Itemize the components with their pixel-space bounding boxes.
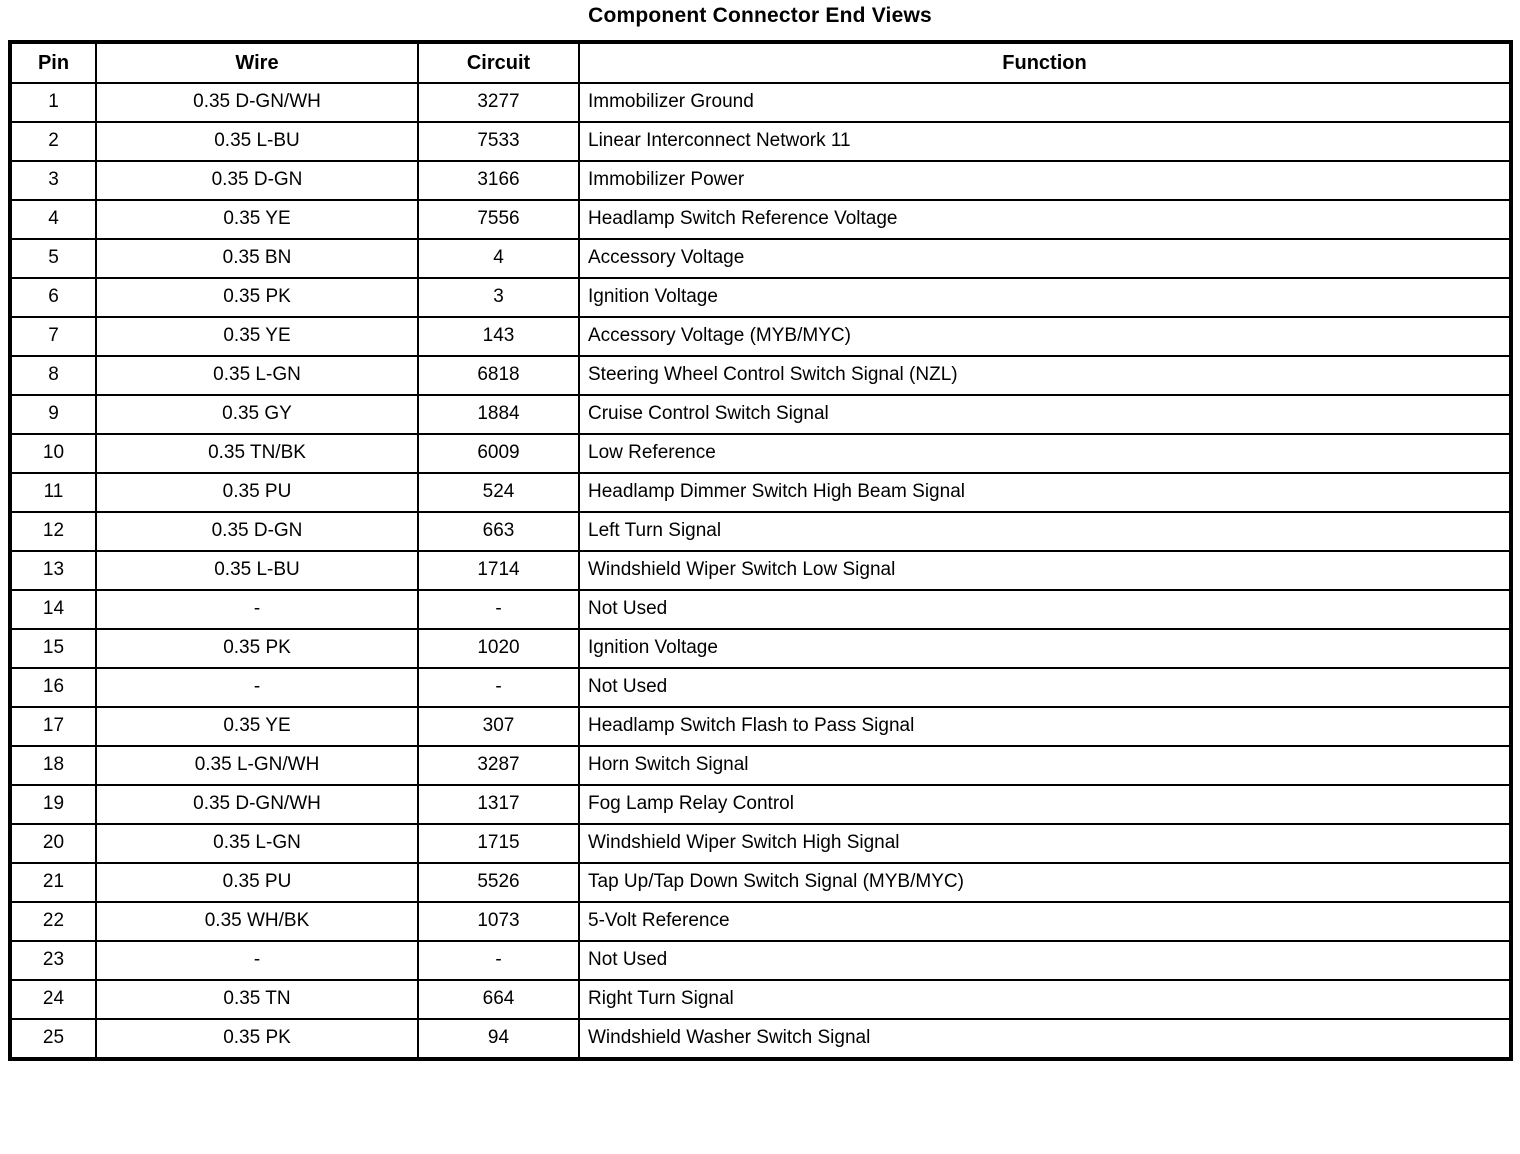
table-row — [10, 161, 1511, 200]
table-row — [10, 668, 1511, 707]
header-row — [10, 42, 1511, 83]
table-body — [10, 83, 1511, 1059]
table-row — [10, 473, 1511, 512]
pin-cell: 6 — [10, 278, 96, 317]
table-row — [10, 980, 1511, 1019]
function-cell: Headlamp Switch Flash to Pass Signal — [579, 707, 1511, 746]
pin-cell: 25 — [10, 1019, 96, 1059]
pin-cell: 13 — [10, 551, 96, 590]
function-cell: Headlamp Dimmer Switch High Beam Signal — [579, 473, 1511, 512]
table-row — [10, 83, 1511, 122]
wire-cell: 0.35 D-GN — [96, 512, 418, 551]
table-row — [10, 590, 1511, 629]
table-row — [10, 863, 1511, 902]
circuit-cell: 3 — [418, 278, 579, 317]
wire-cell: 0.35 YE — [96, 317, 418, 356]
circuit-cell: 143 — [418, 317, 579, 356]
pin-cell: 20 — [10, 824, 96, 863]
circuit-cell: 1073 — [418, 902, 579, 941]
circuit-cell: - — [418, 941, 579, 980]
function-cell: 5-Volt Reference — [579, 902, 1511, 941]
pin-cell: 5 — [10, 239, 96, 278]
column-header-circuit: Circuit — [418, 42, 579, 83]
function-cell: Accessory Voltage — [579, 239, 1511, 278]
pin-cell: 4 — [10, 200, 96, 239]
table-header — [10, 42, 1511, 83]
page-title: Component Connector End Views — [588, 4, 932, 27]
function-cell: Windshield Wiper Switch Low Signal — [579, 551, 1511, 590]
pin-cell: 3 — [10, 161, 96, 200]
table-row — [10, 512, 1511, 551]
wire-cell: 0.35 L-GN — [96, 824, 418, 863]
wire-cell: 0.35 GY — [96, 395, 418, 434]
circuit-cell: 3277 — [418, 83, 579, 122]
circuit-cell: 6818 — [418, 356, 579, 395]
circuit-cell: 7556 — [418, 200, 579, 239]
function-cell: Ignition Voltage — [579, 629, 1511, 668]
pin-cell: 18 — [10, 746, 96, 785]
column-header-wire: Wire — [96, 42, 418, 83]
wire-cell: 0.35 D-GN/WH — [96, 785, 418, 824]
wire-cell: 0.35 TN — [96, 980, 418, 1019]
circuit-cell: 664 — [418, 980, 579, 1019]
table-row — [10, 278, 1511, 317]
function-cell: Accessory Voltage (MYB/MYC) — [579, 317, 1511, 356]
circuit-cell: 1714 — [418, 551, 579, 590]
table-row — [10, 356, 1511, 395]
circuit-cell: 94 — [418, 1019, 579, 1059]
wire-cell: 0.35 PU — [96, 863, 418, 902]
wire-cell: 0.35 YE — [96, 707, 418, 746]
wire-cell: - — [96, 941, 418, 980]
pin-cell: 8 — [10, 356, 96, 395]
wire-cell: - — [96, 590, 418, 629]
pin-cell: 10 — [10, 434, 96, 473]
circuit-cell: 3166 — [418, 161, 579, 200]
function-cell: Steering Wheel Control Switch Signal (NZL) — [579, 356, 1511, 395]
wire-cell: 0.35 D-GN — [96, 161, 418, 200]
function-cell: Not Used — [579, 668, 1511, 707]
pin-cell: 12 — [10, 512, 96, 551]
table-row — [10, 200, 1511, 239]
pin-cell: 23 — [10, 941, 96, 980]
function-cell: Ignition Voltage — [579, 278, 1511, 317]
wire-cell: 0.35 L-BU — [96, 551, 418, 590]
wire-cell: 0.35 YE — [96, 200, 418, 239]
function-cell: Tap Up/Tap Down Switch Signal (MYB/MYC) — [579, 863, 1511, 902]
table-row — [10, 707, 1511, 746]
pin-cell: 16 — [10, 668, 96, 707]
circuit-cell: 1020 — [418, 629, 579, 668]
table-row — [10, 551, 1511, 590]
table-row — [10, 941, 1511, 980]
wire-cell: 0.35 PK — [96, 629, 418, 668]
circuit-cell: 3287 — [418, 746, 579, 785]
function-cell: Left Turn Signal — [579, 512, 1511, 551]
circuit-cell: 1884 — [418, 395, 579, 434]
circuit-cell: 524 — [418, 473, 579, 512]
function-cell: Immobilizer Power — [579, 161, 1511, 200]
pin-cell: 14 — [10, 590, 96, 629]
pin-cell: 19 — [10, 785, 96, 824]
circuit-cell: 5526 — [418, 863, 579, 902]
function-cell: Not Used — [579, 941, 1511, 980]
wire-cell: 0.35 PK — [96, 278, 418, 317]
wire-cell: 0.35 PK — [96, 1019, 418, 1059]
pin-cell: 22 — [10, 902, 96, 941]
pin-cell: 11 — [10, 473, 96, 512]
pin-cell: 17 — [10, 707, 96, 746]
circuit-cell: 1715 — [418, 824, 579, 863]
pin-cell: 21 — [10, 863, 96, 902]
pin-cell: 7 — [10, 317, 96, 356]
circuit-cell: - — [418, 668, 579, 707]
function-cell: Not Used — [579, 590, 1511, 629]
column-header-function: Function — [579, 42, 1511, 83]
function-cell: Right Turn Signal — [579, 980, 1511, 1019]
table-row — [10, 785, 1511, 824]
circuit-cell: 6009 — [418, 434, 579, 473]
function-cell: Windshield Wiper Switch High Signal — [579, 824, 1511, 863]
wire-cell: 0.35 TN/BK — [96, 434, 418, 473]
function-cell: Low Reference — [579, 434, 1511, 473]
wire-cell: 0.35 BN — [96, 239, 418, 278]
pin-cell: 1 — [10, 83, 96, 122]
table-row — [10, 1019, 1511, 1059]
wire-cell: 0.35 L-GN — [96, 356, 418, 395]
table-row — [10, 746, 1511, 785]
pin-cell: 24 — [10, 980, 96, 1019]
circuit-cell: - — [418, 590, 579, 629]
table-row — [10, 395, 1511, 434]
function-cell: Horn Switch Signal — [579, 746, 1511, 785]
circuit-cell: 1317 — [418, 785, 579, 824]
wire-cell: 0.35 WH/BK — [96, 902, 418, 941]
table-row — [10, 122, 1511, 161]
wire-cell: 0.35 L-GN/WH — [96, 746, 418, 785]
circuit-cell: 663 — [418, 512, 579, 551]
wire-cell: 0.35 PU — [96, 473, 418, 512]
column-header-pin: Pin — [10, 42, 96, 83]
table-row — [10, 317, 1511, 356]
function-cell: Immobilizer Ground — [579, 83, 1511, 122]
table-row — [10, 824, 1511, 863]
function-cell: Windshield Washer Switch Signal — [579, 1019, 1511, 1059]
connector-pinout-table — [8, 40, 1513, 1061]
function-cell: Fog Lamp Relay Control — [579, 785, 1511, 824]
table-row — [10, 902, 1511, 941]
function-cell: Headlamp Switch Reference Voltage — [579, 200, 1511, 239]
pin-cell: 9 — [10, 395, 96, 434]
wire-cell: 0.35 D-GN/WH — [96, 83, 418, 122]
circuit-cell: 7533 — [418, 122, 579, 161]
wire-cell: 0.35 L-BU — [96, 122, 418, 161]
circuit-cell: 307 — [418, 707, 579, 746]
pin-cell: 15 — [10, 629, 96, 668]
table-row — [10, 239, 1511, 278]
table-row — [10, 434, 1511, 473]
wire-cell: - — [96, 668, 418, 707]
pin-cell: 2 — [10, 122, 96, 161]
function-cell: Cruise Control Switch Signal — [579, 395, 1511, 434]
circuit-cell: 4 — [418, 239, 579, 278]
function-cell: Linear Interconnect Network 11 — [579, 122, 1511, 161]
table-row — [10, 629, 1511, 668]
